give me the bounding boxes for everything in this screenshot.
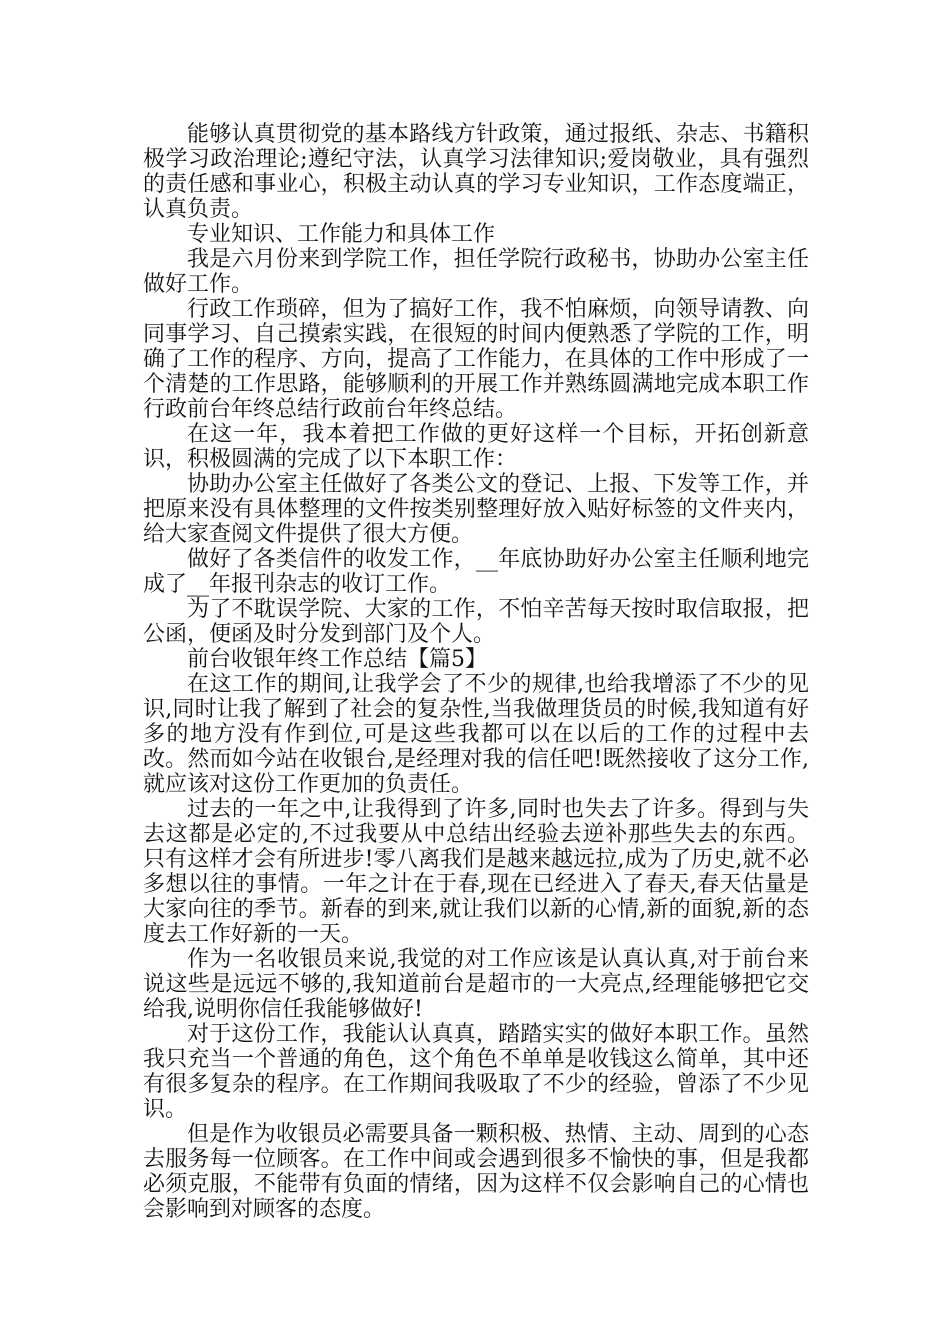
paragraph-document-handling: 协助办公室主任做好了各类公文的登记、上报、下发等工作，并把原来没有具体整理的文件按类别整理好放入贴好标签的文件夹内，给大家查阅文件提供了很大方便。 xyxy=(143,472,809,547)
paragraph-mail-handling: 做好了各类信件的收发工作，__年底协助好办公室主任顺利地完成了__年报刊杂志的收订工作。 xyxy=(143,547,809,597)
paragraph-joined-college: 我是六月份来到学院工作，担任学院行政秘书，协助办公室主任做好工作。 xyxy=(143,247,809,297)
paragraph-learned-rules: 在这工作的期间,让我学会了不少的规律,也给我增添了不少的见识,同时让我了解到了社会的复杂性,当我做理货员的时候,我知道有好多的地方没有作到位,可是这些我都可以在以后的工作的过程中去改。然而如今站在收银台,是经理对我的信任吧!既然接收了这分工作,就应该对这份工作更加的负责任。 xyxy=(143,672,809,797)
paragraph-admin-work: 行政工作琐碎，但为了搞好工作，我不怕麻烦，向领导请教、向同事学习、自己摸索实践，在很短的时间内便熟悉了学院的工作，明确了工作的程序、方向，提高了工作能力，在具体的工作中形成了一个清楚的工作思路，能够顺利的开展工作并熟练圆满地完成本职工作行政前台年终总结行政前台年终总结。 xyxy=(143,297,809,422)
section-heading-professional-work: 专业知识、工作能力和具体工作 xyxy=(187,222,496,247)
paragraph-this-year: 在这一年，我本着把工作做的更好这样一个目标，开拓创新意识，积极圆满的完成了以下本职工作： xyxy=(143,422,809,472)
paragraph-this-job: 对于这份工作，我能认认真真，踏踏实实的做好本职工作。虽然我只充当一个普通的角色，这个角色不单单是收钱这么简单，其中还有很多复杂的程序。在工作期间我吸取了不少的经验，曾添了不少见识。 xyxy=(143,1022,809,1122)
paragraph-daily-mail: 为了不耽误学院、大家的工作，不怕辛苦每天按时取信取报，把公函，便函及时分发到部门及个人。 xyxy=(143,597,809,647)
paragraph-as-cashier: 作为一名收银员来说,我觉的对工作应该是认真认真,对于前台来说这些是远远不够的,我知道前台是超市的一大亮点,经理能够把它交给我,说明你信任我能够做好! xyxy=(143,947,809,1022)
document-body xyxy=(143,122,809,1222)
paragraph-past-year: 过去的一年之中,让我得到了许多,同时也失去了许多。得到与失去这都是必定的,不过我要从中总结出经验去逆补那些失去的东西。只有这样才会有所进步!零八离我们是越来越远拉,成为了历史,就不必多想以往的事情。一年之计在于春,现在已经进入了春天,春天估量是大家向往的季节。新春的到来,就让我们以新的心情,新的面貌,新的态度去工作好新的一天。 xyxy=(143,797,809,947)
section-heading-cashier-summary: 前台收银年终工作总结【篇5】 xyxy=(187,647,487,672)
paragraph-political-attitude: 能够认真贯彻党的基本路线方针政策，通过报纸、杂志、书籍积极学习政治理论;遵纪守法，认真学习法律知识;爱岗敬业，具有强烈的责任感和事业心，积极主动认真的学习专业知识，工作态度端正，认真负责。 xyxy=(143,122,809,222)
paragraph-service-attitude: 但是作为收银员必需要具备一颗积极、热情、主动、周到的心态去服务每一位顾客。在工作中间或会遇到很多不愉快的事，但是我都必须克服，不能带有负面的情绪，因为这样不仅会影响自己的心情也会影响到对顾客的态度。 xyxy=(143,1122,809,1222)
